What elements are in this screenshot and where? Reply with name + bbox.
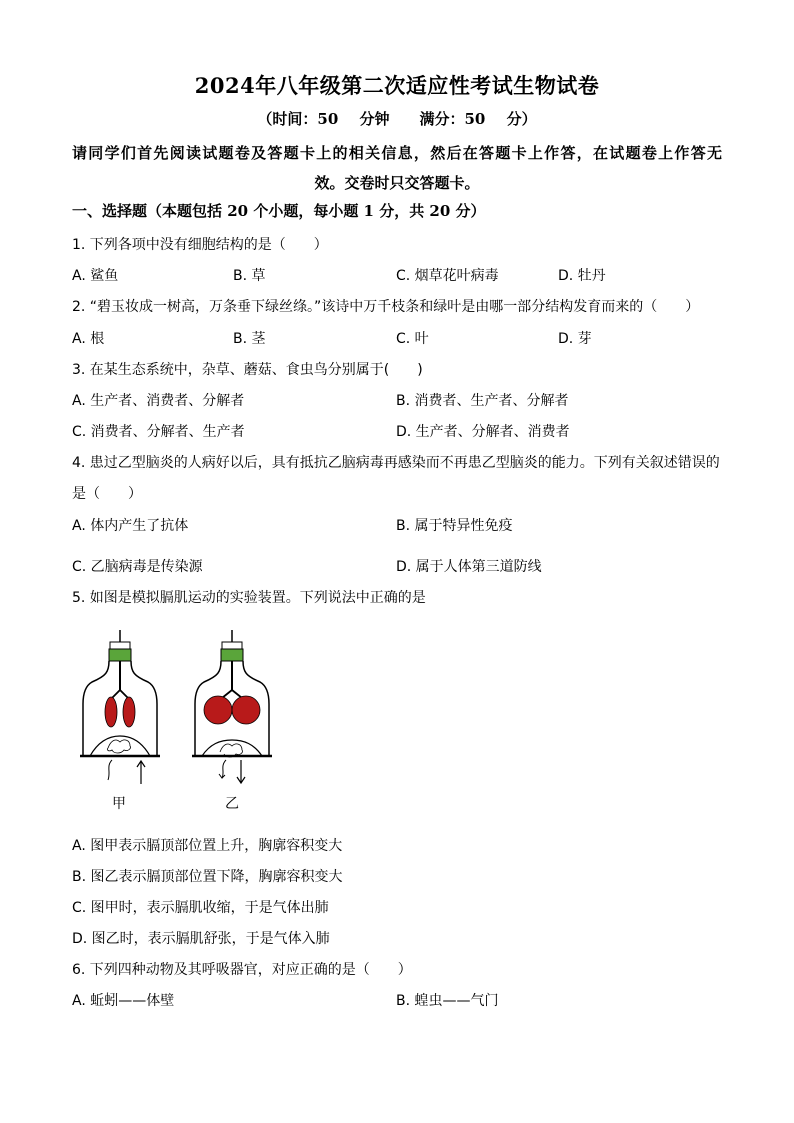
question-4-option-b: B. 属于特异性免疫 — [396, 518, 513, 534]
right-balloon-lung — [123, 697, 135, 727]
question-2-option-a: A. 根 — [72, 331, 105, 347]
question-1-option-d: D. 牡丹 — [558, 268, 606, 284]
question-5-option-b: B. 图乙表示膈顶部位置下降，胸廓容积变大 — [72, 869, 343, 885]
bell-jar-yi — [192, 630, 272, 783]
question-5-option-c: C. 图甲时，表示膈肌收缩，于是气体出肺 — [72, 900, 329, 916]
figure-label-yi: 乙 — [225, 796, 239, 812]
bell-jar-jia — [80, 630, 160, 784]
section-heading: 一、选择题（本题包括 20 个小题，每小题 1 分，共 20 分） — [72, 202, 486, 220]
question-1-option-c: C. 烟草花叶病毒 — [396, 268, 499, 284]
left-balloon-lung — [105, 697, 117, 727]
diaphragm-model-figure — [78, 628, 278, 788]
rubber-membrane — [202, 740, 262, 756]
question-3-option-c: C. 消费者、分解者、生产者 — [72, 424, 245, 440]
question-1-option-b: B. 草 — [233, 268, 266, 284]
question-2-option-c: C. 叶 — [396, 331, 429, 347]
question-3-stem: 3. 在某生态系统中，杂草、蘑菇、食虫鸟分别属于( ) — [72, 362, 423, 378]
question-2-stem: 2. “碧玉妆成一树高，万条垂下绿丝绦。”该诗中万千枝条和绿叶是由哪一部分结构发育而来的（ ） — [72, 299, 700, 315]
question-5-option-d: D. 图乙时，表示膈肌舒张，于是气体入肺 — [72, 931, 330, 947]
question-4-option-d: D. 属于人体第三道防线 — [396, 559, 542, 575]
question-4-stem-line-1: 4. 患过乙型脑炎的人病好以后，具有抵抗乙脑病毒再感染而不再患乙型脑炎的能力。下列有关叙述错误的 — [72, 455, 720, 471]
question-3-option-d: D. 生产者、分解者、消费者 — [396, 424, 570, 440]
question-2-option-d: D. 芽 — [558, 331, 592, 347]
instructions-line-1: 请同学们首先阅读试题卷及答题卡上的相关信息，然后在答题卡上作答，在试题卷上作答无 — [72, 144, 722, 162]
question-6-option-b: B. 蝗虫——气门 — [396, 993, 499, 1009]
question-4-stem-line-2: 是（ ） — [72, 486, 142, 502]
exam-subtitle: （时间：50 分钟 满分：50 分） — [257, 110, 537, 128]
instructions-line-2: 效。交卷时只交答题卡。 — [314, 174, 480, 192]
question-6-option-a: A. 蚯蚓——体壁 — [72, 993, 175, 1009]
rubber-stopper — [109, 649, 131, 661]
left-balloon-lung — [204, 696, 232, 724]
question-3-option-a: A. 生产者、消费者、分解者 — [72, 393, 245, 409]
question-3-option-b: B. 消费者、生产者、分解者 — [396, 393, 569, 409]
question-4-option-a: A. 体内产生了抗体 — [72, 518, 189, 534]
right-balloon-lung — [232, 696, 260, 724]
question-4-option-c: C. 乙脑病毒是传染源 — [72, 559, 203, 575]
question-5-option-a: A. 图甲表示膈顶部位置上升，胸廓容积变大 — [72, 838, 343, 854]
rubber-stopper — [221, 649, 243, 661]
figure-label-jia: 甲 — [112, 796, 126, 812]
question-6-stem: 6. 下列四种动物及其呼吸器官，对应正确的是（ ） — [72, 962, 412, 978]
exam-title: 2024年八年级第二次适应性考试生物试卷 — [194, 73, 600, 98]
question-1-stem: 1. 下列各项中没有细胞结构的是（ ） — [72, 237, 328, 253]
question-2-option-b: B. 茎 — [233, 331, 266, 347]
question-1-option-a: A. 鲨鱼 — [72, 268, 119, 284]
question-5-stem: 5. 如图是模拟膈肌运动的实验装置。下列说法中正确的是 — [72, 590, 426, 606]
